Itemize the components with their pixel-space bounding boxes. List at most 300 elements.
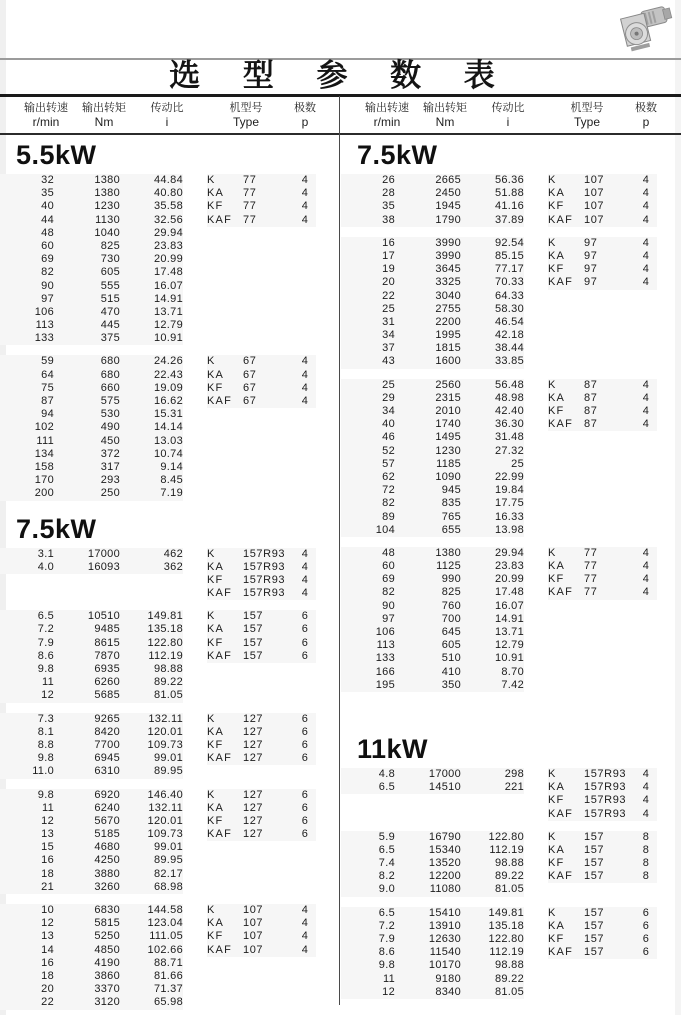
type-prefix-cell (207, 474, 243, 487)
torque-cell: 1380 (54, 174, 120, 187)
speed-cell: 21 (0, 881, 54, 894)
type-prefix-cell: KF (207, 637, 243, 650)
ratio-cell: 81.66 (120, 970, 183, 983)
column-header-cn: 输出转矩 (82, 102, 126, 114)
table-row (0, 610, 339, 623)
speed-cell: 7.2 (341, 920, 395, 933)
poles-cell: 6 (635, 907, 657, 920)
type-size-cell: 77 (584, 573, 635, 586)
speed-cell: 9.0 (341, 883, 395, 896)
ratio-cell: 88.71 (120, 957, 183, 970)
poles-cell (294, 280, 316, 293)
poles-cell (635, 431, 657, 444)
torque-cell: 2665 (395, 174, 461, 187)
poles-cell (294, 983, 316, 996)
type-prefix-cell (207, 240, 243, 253)
poles-cell: 4 (635, 187, 657, 200)
ratio-cell: 19.84 (461, 484, 524, 497)
ratio-cell: 81.05 (120, 689, 183, 702)
ratio-cell: 8.45 (120, 474, 183, 487)
ratio-cell: 12.79 (120, 319, 183, 332)
torque-cell: 510 (395, 652, 461, 665)
speed-cell: 97 (0, 293, 54, 306)
type-prefix-cell (207, 319, 243, 332)
type-size-cell: 157R93 (584, 781, 635, 794)
table-row (0, 663, 339, 676)
type-size-cell: 157 (243, 610, 294, 623)
torque-cell (395, 808, 461, 821)
speed-cell: 195 (341, 679, 395, 692)
poles-cell: 4 (635, 200, 657, 213)
ratio-cell: 14.91 (120, 293, 183, 306)
type-prefix-cell: KA (207, 802, 243, 815)
ratio-cell: 13.03 (120, 435, 183, 448)
speed-cell: 35 (341, 200, 395, 213)
type-prefix-cell: K (207, 174, 243, 187)
poles-cell: 4 (635, 263, 657, 276)
speed-cell: 87 (0, 395, 54, 408)
type-size-cell: 157R93 (243, 548, 294, 561)
poles-cell: 4 (635, 547, 657, 560)
poles-cell (635, 639, 657, 652)
speed-cell: 46 (341, 431, 395, 444)
torque-cell: 15410 (395, 907, 461, 920)
ratio-cell: 146.40 (120, 789, 183, 802)
torque-cell: 1125 (395, 560, 461, 573)
ratio-cell: 99.01 (120, 752, 183, 765)
ratio-cell: 122.80 (461, 831, 524, 844)
type-prefix-cell (548, 511, 584, 524)
table-row (0, 802, 339, 815)
ratio-cell: 10.91 (461, 652, 524, 665)
ratio-cell: 112.19 (120, 650, 183, 663)
type-size-cell (243, 970, 294, 983)
ratio-cell: 56.48 (461, 379, 524, 392)
table-row (341, 458, 680, 471)
type-prefix-cell: K (207, 610, 243, 623)
ratio-cell: 15.31 (120, 408, 183, 421)
table-row (341, 959, 680, 972)
type-prefix-cell (548, 626, 584, 639)
torque-cell: 2560 (395, 379, 461, 392)
type-prefix-cell (207, 983, 243, 996)
table-row (0, 970, 339, 983)
speed-cell: 5.9 (341, 831, 395, 844)
poles-cell (294, 253, 316, 266)
table-row (341, 613, 680, 626)
speed-cell: 170 (0, 474, 54, 487)
type-prefix-cell (548, 290, 584, 303)
poles-cell: 4 (635, 174, 657, 187)
torque-cell: 5670 (54, 815, 120, 828)
data-block (341, 379, 680, 537)
ratio-cell: 35.58 (120, 200, 183, 213)
ratio-cell: 38.44 (461, 342, 524, 355)
table-row (0, 461, 339, 474)
type-size-cell (584, 679, 635, 692)
ratio-cell: 85.15 (461, 250, 524, 263)
column-header-cn: 输出转速 (24, 102, 68, 114)
type-size-cell: 77 (243, 200, 294, 213)
type-prefix-cell (207, 765, 243, 778)
type-size-cell (584, 431, 635, 444)
torque-cell: 250 (54, 487, 120, 500)
speed-cell: 20 (0, 983, 54, 996)
type-size-cell (584, 471, 635, 484)
table-row (0, 369, 339, 382)
speed-cell: 7.3 (0, 713, 54, 726)
ratio-cell: 149.81 (461, 907, 524, 920)
type-prefix-cell: K (548, 379, 584, 392)
torque-cell: 11540 (395, 946, 461, 959)
poles-cell (294, 240, 316, 253)
poles-cell (294, 435, 316, 448)
speed-cell: 32 (0, 174, 54, 187)
ratio-cell (120, 574, 183, 587)
torque-cell: 3860 (54, 970, 120, 983)
torque-cell: 7870 (54, 650, 120, 663)
ratio-cell: 20.99 (120, 253, 183, 266)
table-row (341, 200, 680, 213)
type-prefix-cell (207, 448, 243, 461)
type-prefix-cell: KF (548, 857, 584, 870)
column-header-label (365, 101, 409, 129)
speed-cell: 7.2 (0, 623, 54, 636)
ratio-cell: 10.91 (120, 332, 183, 345)
poles-cell (294, 881, 316, 894)
ratio-cell: 112.19 (461, 946, 524, 959)
speed-cell: 31 (341, 316, 395, 329)
speed-cell: 9.8 (341, 959, 395, 972)
type-size-cell: 157 (243, 623, 294, 636)
torque-cell: 13520 (395, 857, 461, 870)
type-prefix-cell (207, 996, 243, 1009)
type-size-cell (584, 290, 635, 303)
table-row (341, 946, 680, 959)
type-size-cell (584, 497, 635, 510)
poles-cell: 4 (635, 560, 657, 573)
table-row (341, 857, 680, 870)
table-row (0, 187, 339, 200)
speed-cell: 25 (341, 379, 395, 392)
speed-cell: 25 (341, 303, 395, 316)
type-prefix-cell (548, 471, 584, 484)
type-prefix-cell (548, 613, 584, 626)
poles-cell: 4 (635, 573, 657, 586)
type-size-cell (584, 613, 635, 626)
poles-cell (294, 765, 316, 778)
type-size-cell: 107 (243, 944, 294, 957)
table-row (0, 726, 339, 739)
type-size-cell: 97 (584, 250, 635, 263)
data-block (341, 907, 680, 999)
table-row (0, 957, 339, 970)
ratio-cell: 41.16 (461, 200, 524, 213)
poles-cell: 4 (635, 794, 657, 807)
type-prefix-cell: KF (548, 573, 584, 586)
table-row (0, 637, 339, 650)
type-size-cell: 157R93 (584, 768, 635, 781)
torque-cell: 490 (54, 421, 120, 434)
type-size-cell: 157R93 (243, 574, 294, 587)
poles-cell: 4 (294, 944, 316, 957)
type-size-cell: 97 (584, 263, 635, 276)
ratio-cell: 144.58 (120, 904, 183, 917)
speed-cell: 16 (0, 957, 54, 970)
poles-cell (294, 306, 316, 319)
type-size-cell: 127 (243, 802, 294, 815)
speed-cell: 40 (0, 200, 54, 213)
type-prefix-cell: KF (207, 930, 243, 943)
column-header-cn: 输出转速 (365, 102, 409, 114)
speed-cell: 13 (0, 828, 54, 841)
type-size-cell: 87 (584, 405, 635, 418)
type-prefix-cell: KAF (548, 214, 584, 227)
type-size-cell: 67 (243, 395, 294, 408)
data-block (0, 548, 339, 601)
table-row (341, 379, 680, 392)
column-header-unit: Type (232, 115, 259, 129)
type-prefix-cell (548, 303, 584, 316)
speed-cell (341, 794, 395, 807)
speed-cell: 26 (341, 174, 395, 187)
type-prefix-cell (207, 293, 243, 306)
torque-cell: 555 (54, 280, 120, 293)
type-prefix-cell (548, 883, 584, 896)
type-prefix-cell (548, 458, 584, 471)
type-prefix-cell: KAF (548, 870, 584, 883)
type-prefix-cell: KA (207, 623, 243, 636)
type-size-cell (584, 458, 635, 471)
poles-cell: 4 (294, 214, 316, 227)
table-column-right (341, 135, 680, 1015)
type-prefix-cell: K (548, 547, 584, 560)
ratio-cell: 68.98 (120, 881, 183, 894)
type-prefix-cell: KA (548, 560, 584, 573)
torque-cell: 3120 (54, 996, 120, 1009)
table-row (341, 316, 680, 329)
ratio-cell: 40.80 (120, 187, 183, 200)
type-prefix-cell: K (207, 789, 243, 802)
ratio-cell: 48.98 (461, 392, 524, 405)
speed-cell: 64 (0, 369, 54, 382)
poles-cell (635, 329, 657, 342)
type-size-cell (243, 474, 294, 487)
table-row (341, 187, 680, 200)
ratio-cell: 29.94 (461, 547, 524, 560)
column-header-unit: r/min (32, 115, 60, 129)
speed-cell: 166 (341, 666, 395, 679)
ratio-cell: 135.18 (120, 623, 183, 636)
poles-cell: 4 (635, 237, 657, 250)
torque-cell: 4190 (54, 957, 120, 970)
speed-cell: 52 (341, 445, 395, 458)
type-size-cell: 107 (243, 904, 294, 917)
type-prefix-cell: KF (207, 382, 243, 395)
table-row (0, 841, 339, 854)
type-prefix-cell (207, 970, 243, 983)
table-row (0, 854, 339, 867)
table-row (0, 983, 339, 996)
type-prefix-cell (207, 868, 243, 881)
table-row (0, 487, 339, 500)
torque-cell: 945 (395, 484, 461, 497)
type-prefix-cell: KAF (207, 944, 243, 957)
poles-cell: 6 (294, 637, 316, 650)
speed-cell: 57 (341, 458, 395, 471)
ratio-cell: 42.18 (461, 329, 524, 342)
torque-cell: 1995 (395, 329, 461, 342)
ratio-cell: 109.73 (120, 828, 183, 841)
table-row (0, 266, 339, 279)
speed-cell: 14 (0, 944, 54, 957)
table-row (0, 332, 339, 345)
ratio-cell: 16.07 (120, 280, 183, 293)
speed-cell: 102 (0, 421, 54, 434)
poles-cell: 4 (635, 808, 657, 821)
type-size-cell (584, 600, 635, 613)
speed-cell (0, 574, 54, 587)
type-size-cell: 127 (243, 752, 294, 765)
ratio-cell: 24.26 (120, 355, 183, 368)
poles-cell: 6 (294, 802, 316, 815)
ratio-cell: 122.80 (461, 933, 524, 946)
ratio-cell: 92.54 (461, 237, 524, 250)
poles-cell: 4 (294, 574, 316, 587)
speed-cell: 8.2 (341, 870, 395, 883)
poles-cell: 6 (294, 752, 316, 765)
type-size-cell: 87 (584, 379, 635, 392)
speed-cell: 7.9 (0, 637, 54, 650)
table-row (0, 650, 339, 663)
poles-cell: 4 (294, 382, 316, 395)
speed-cell: 12 (0, 917, 54, 930)
torque-cell: 15340 (395, 844, 461, 857)
speed-cell: 48 (341, 547, 395, 560)
ratio-cell: 221 (461, 781, 524, 794)
torque-cell: 8340 (395, 986, 461, 999)
type-prefix-cell (548, 329, 584, 342)
type-prefix-cell: KAF (207, 214, 243, 227)
table-row (341, 405, 680, 418)
speed-cell: 9.8 (0, 789, 54, 802)
type-prefix-cell (548, 342, 584, 355)
type-prefix-cell (207, 253, 243, 266)
poles-cell (635, 666, 657, 679)
type-prefix-cell: KF (548, 794, 584, 807)
table-row (0, 408, 339, 421)
type-size-cell (584, 959, 635, 972)
torque-cell: 9265 (54, 713, 120, 726)
torque-cell: 3370 (54, 983, 120, 996)
speed-cell: 10 (0, 904, 54, 917)
speed-cell: 3.1 (0, 548, 54, 561)
type-size-cell (243, 306, 294, 319)
speed-cell: 22 (0, 996, 54, 1009)
ratio-cell: 17.75 (461, 497, 524, 510)
type-size-cell (243, 461, 294, 474)
power-rating-heading: 7.5kW (16, 513, 97, 544)
ratio-cell: 36.30 (461, 418, 524, 431)
column-header-cn: 极数 (635, 102, 657, 114)
column-header-cn: 输出转矩 (423, 102, 467, 114)
torque-cell: 1040 (54, 227, 120, 240)
column-header-label (571, 101, 604, 129)
type-size-cell (243, 240, 294, 253)
torque-cell: 3325 (395, 276, 461, 289)
ratio-cell: 122.80 (120, 637, 183, 650)
type-size-cell: 107 (584, 200, 635, 213)
table-row (341, 781, 680, 794)
ratio-cell (120, 587, 183, 600)
ratio-cell: 89.95 (120, 854, 183, 867)
torque-cell: 990 (395, 573, 461, 586)
ratio-cell: 10.74 (120, 448, 183, 461)
type-size-cell (243, 319, 294, 332)
torque-cell: 9180 (395, 973, 461, 986)
torque-cell: 17000 (54, 548, 120, 561)
torque-cell: 2200 (395, 316, 461, 329)
table-row (0, 474, 339, 487)
torque-cell: 16093 (54, 561, 120, 574)
table-row (0, 689, 339, 702)
ratio-cell: 64.33 (461, 290, 524, 303)
speed-cell: 9.8 (0, 752, 54, 765)
table-row (0, 280, 339, 293)
column-header-label (294, 101, 316, 129)
poles-cell: 8 (635, 857, 657, 870)
type-size-cell (584, 355, 635, 368)
torque-cell: 835 (395, 497, 461, 510)
poles-cell (635, 471, 657, 484)
torque-cell: 1380 (54, 187, 120, 200)
type-size-cell: 157 (584, 870, 635, 883)
type-size-cell: 67 (243, 355, 294, 368)
speed-cell: 6.5 (341, 781, 395, 794)
table-row (341, 844, 680, 857)
table-row (0, 789, 339, 802)
torque-cell: 3880 (54, 868, 120, 881)
poles-cell (635, 316, 657, 329)
table-row (341, 174, 680, 187)
speed-cell: 9.8 (0, 663, 54, 676)
type-size-cell: 157 (243, 650, 294, 663)
torque-cell: 1600 (395, 355, 461, 368)
ratio-cell: 81.05 (461, 883, 524, 896)
speed-cell: 8.6 (0, 650, 54, 663)
gearbox-illustration (615, 2, 679, 58)
table-row (0, 306, 339, 319)
speed-cell: 13 (0, 930, 54, 943)
ratio-cell: 70.33 (461, 276, 524, 289)
table-row (341, 986, 680, 999)
speed-cell: 133 (341, 652, 395, 665)
table-row (0, 623, 339, 636)
torque-cell: 760 (395, 600, 461, 613)
column-header-unit: i (165, 115, 169, 129)
type-prefix-cell (548, 524, 584, 537)
table-row (0, 930, 339, 943)
table-row (341, 511, 680, 524)
table-row (0, 293, 339, 306)
poles-cell (294, 448, 316, 461)
torque-cell: 11080 (395, 883, 461, 896)
poles-cell: 4 (294, 200, 316, 213)
table-row (0, 815, 339, 828)
table-row (341, 445, 680, 458)
ratio-cell: 17.48 (461, 586, 524, 599)
type-size-cell: 157R93 (584, 794, 635, 807)
